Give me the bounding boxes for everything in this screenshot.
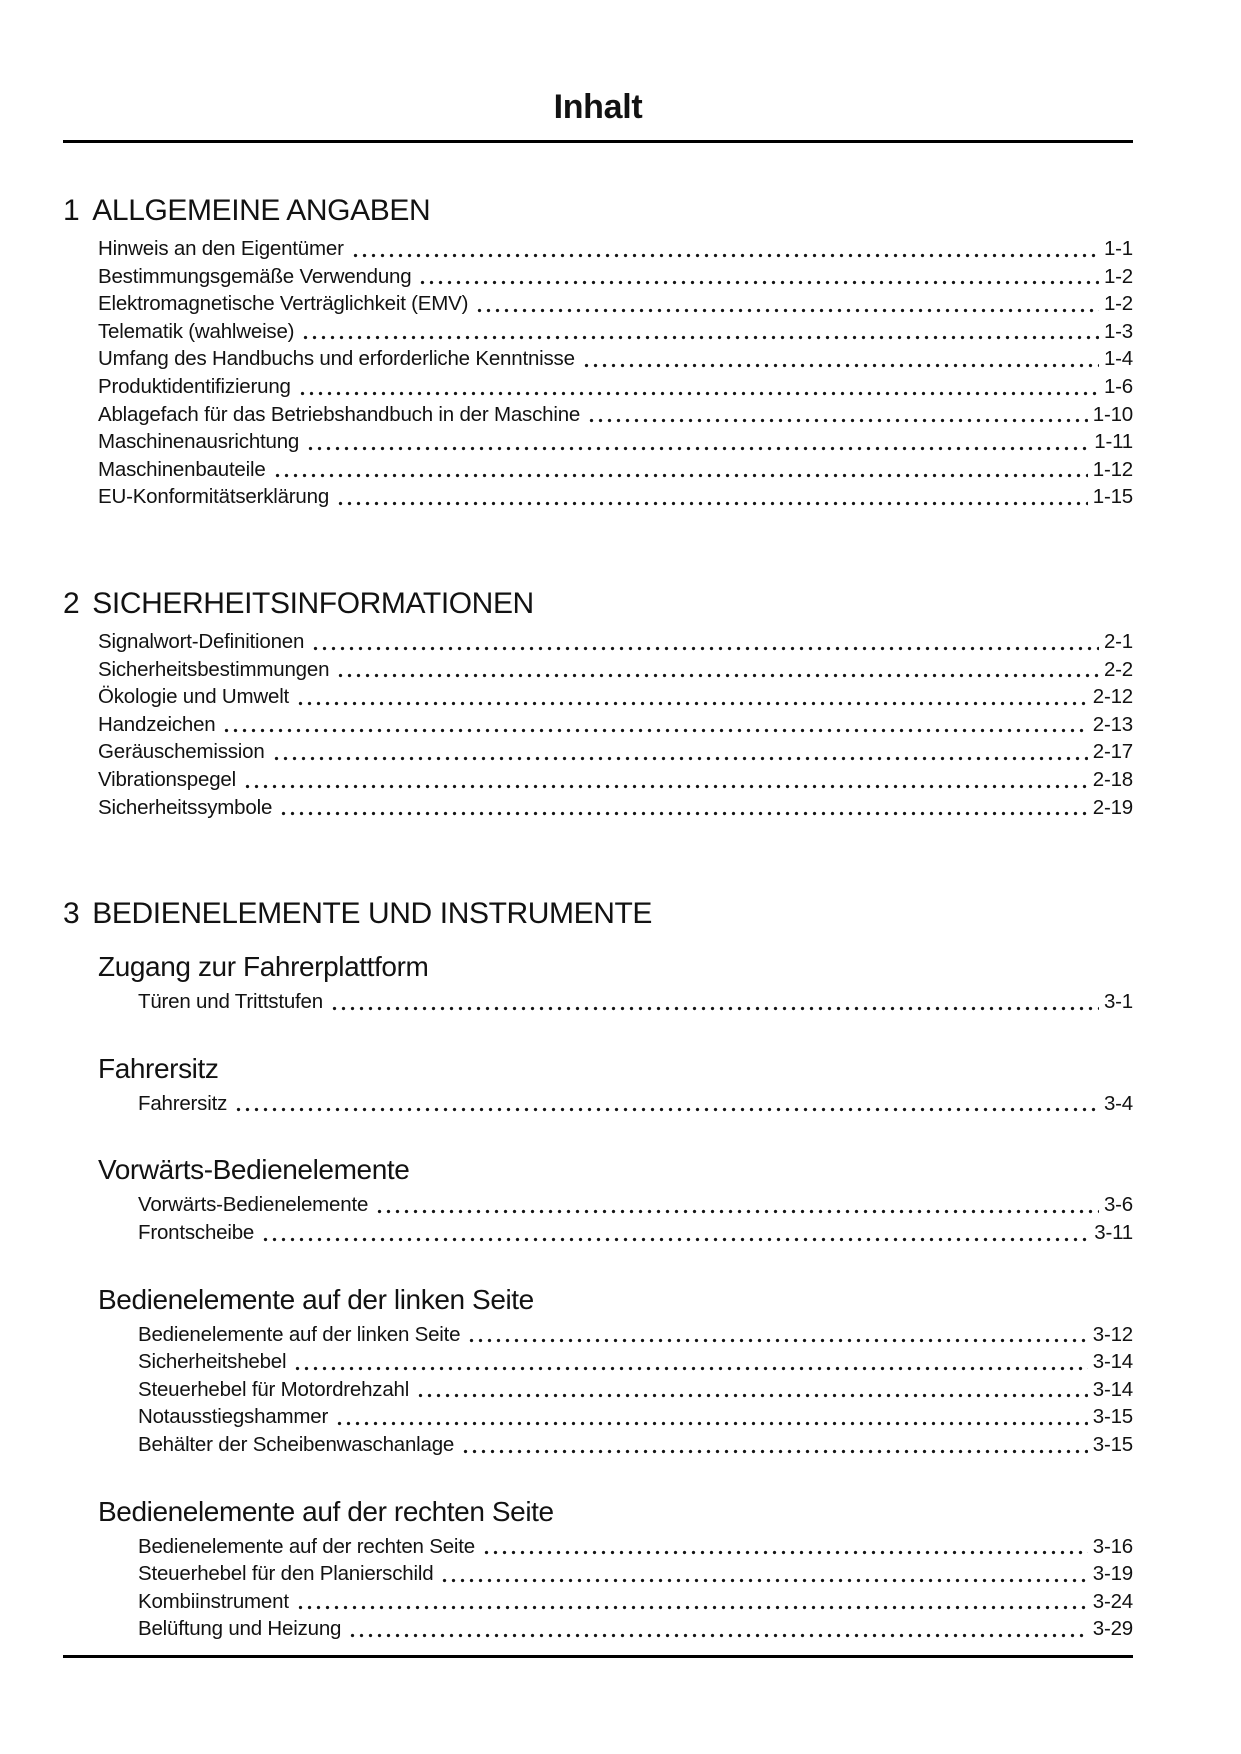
toc-entry-label: Sicherheitssymbole <box>98 795 273 819</box>
entry-list <box>98 235 1133 511</box>
toc-entry-page: 3-15 <box>1092 1405 1133 1429</box>
section-number: 1 <box>63 194 80 228</box>
subsection-heading: Zugang zur Fahrerplattform <box>98 951 429 983</box>
toc-entry <box>98 711 1133 739</box>
toc-entry-page: 1-15 <box>1092 485 1133 509</box>
dot-leader <box>587 418 1088 423</box>
toc-entry-label: Ökologie und Umwelt <box>98 685 290 709</box>
toc-entry <box>138 1560 1133 1588</box>
toc-entry-label: Steuerhebel für den Planierschild <box>138 1562 434 1586</box>
dot-leader <box>336 501 1088 506</box>
toc-entry <box>98 794 1133 822</box>
dot-leader <box>482 1550 1088 1555</box>
dot-leader <box>234 1107 1099 1112</box>
section-number: 3 <box>63 897 80 931</box>
dot-leader <box>298 391 1099 396</box>
toc-entry <box>138 988 1133 1016</box>
section-heading <box>63 586 1133 622</box>
page-title: Inhalt <box>553 88 643 126</box>
footer-divider-rule <box>63 1655 1133 1658</box>
toc-entry <box>138 1090 1133 1118</box>
toc-entry-label: Kombiinstrument <box>138 1589 289 1613</box>
toc-entry <box>98 318 1133 346</box>
toc-entry-page: 2-18 <box>1092 768 1133 791</box>
toc-entry <box>98 401 1133 429</box>
entry-list <box>138 1090 1133 1118</box>
toc-entry-page: 2-2 <box>1103 657 1133 681</box>
toc-entry <box>98 345 1133 373</box>
toc-entry <box>98 738 1133 766</box>
toc-entry-page: 1-2 <box>1103 292 1133 316</box>
subsection-heading: Fahrersitz <box>98 1052 219 1084</box>
toc-entry-label: Behälter der Scheibenwaschanlage <box>138 1432 455 1456</box>
toc-entry <box>138 1219 1133 1247</box>
toc-entry-label: Frontscheibe <box>138 1220 255 1244</box>
dot-leader <box>375 1209 1099 1214</box>
dot-leader <box>330 1006 1099 1011</box>
toc-entry-label: Vibrationspegel <box>98 768 236 791</box>
section-number: 2 <box>63 587 80 621</box>
dot-leader <box>336 673 1099 678</box>
toc-entry <box>98 235 1133 263</box>
dot-leader <box>243 784 1088 789</box>
toc-entry-label: Signalwort-Definitionen <box>98 630 305 654</box>
dot-leader <box>418 280 1099 285</box>
toc-entry-page: 3-16 <box>1092 1534 1133 1558</box>
section-title: SICHERHEITSINFORMATIONEN <box>92 587 534 621</box>
toc-entry <box>98 628 1133 656</box>
title-divider-rule <box>63 140 1133 143</box>
toc-entry-page: 2-17 <box>1092 740 1133 764</box>
toc-entry <box>138 1376 1133 1404</box>
toc-entry-label: Vorwärts-Bedienelemente <box>138 1193 369 1217</box>
toc-entry <box>98 373 1133 401</box>
section-heading <box>63 896 1133 932</box>
toc-entry <box>138 1431 1133 1459</box>
entry-list <box>138 1191 1133 1246</box>
toc-group <box>63 1283 1133 1459</box>
toc-entry-page: 1-11 <box>1094 430 1133 454</box>
toc-entry <box>138 1615 1133 1643</box>
dot-leader <box>293 1366 1087 1371</box>
toc-entry <box>98 656 1133 684</box>
dot-leader <box>306 446 1089 451</box>
toc-entry-label: Sicherheitshebel <box>138 1350 287 1374</box>
toc-entry-label: Steuerhebel für Motordrehzahl <box>138 1377 410 1401</box>
dot-leader <box>348 1633 1088 1638</box>
dot-leader <box>335 1421 1088 1426</box>
toc-entry <box>98 483 1133 511</box>
toc-entry <box>98 428 1133 456</box>
toc-entry-page: 2-1 <box>1103 630 1133 654</box>
section-title: BEDIENELEMENTE UND INSTRUMENTE <box>92 897 653 931</box>
toc-entry <box>98 290 1133 318</box>
subsection-heading: Bedienelemente auf der rechten Seite <box>98 1495 554 1527</box>
dot-leader <box>475 308 1099 313</box>
toc-group <box>63 1153 1133 1246</box>
toc-entry-label: Bedienelemente auf der rechten Seite <box>138 1534 475 1558</box>
toc-entry-label: Hinweis an den Eigentümer <box>98 237 344 261</box>
subsection-heading: Bedienelemente auf der linken Seite <box>98 1283 534 1315</box>
toc-entry-label: Notausstiegshammer <box>138 1405 329 1429</box>
entry-list <box>138 1321 1133 1459</box>
dot-leader <box>272 756 1088 761</box>
toc-entry-page: 3-14 <box>1092 1377 1133 1401</box>
toc-entry-page: 3-11 <box>1094 1220 1133 1244</box>
dot-leader <box>222 728 1087 733</box>
toc-entry-label: EU-Konformitätserklärung <box>98 485 330 509</box>
toc-entry-page: 1-1 <box>1103 237 1133 261</box>
dot-leader <box>582 363 1099 368</box>
toc-entry <box>98 766 1133 794</box>
toc-entry-page: 3-19 <box>1092 1562 1133 1586</box>
toc-section-3 <box>63 896 1133 1643</box>
toc-entry-label: Geräuschemission <box>98 740 265 764</box>
section-title: ALLGEMEINE ANGABEN <box>92 194 431 228</box>
toc-entry <box>138 1588 1133 1616</box>
toc-entry-page: 1-12 <box>1092 457 1133 481</box>
toc-entry <box>138 1403 1133 1431</box>
toc-entry <box>98 263 1133 291</box>
toc-entry-page: 1-3 <box>1103 319 1133 343</box>
toc-group <box>63 1052 1133 1118</box>
toc-entry-page: 3-4 <box>1103 1091 1133 1115</box>
dot-leader <box>261 1237 1089 1242</box>
toc-group <box>63 1495 1133 1643</box>
entry-list <box>98 628 1133 821</box>
toc-entry-label: Maschinenausrichtung <box>98 430 300 454</box>
entry-list <box>138 1533 1133 1643</box>
toc-entry-page: 2-19 <box>1092 795 1133 819</box>
toc-entry-page: 1-2 <box>1103 264 1133 288</box>
toc-entry-label: Umfang des Handbuchs und erforderliche Kenntnisse <box>98 347 575 371</box>
toc-entry-label: Handzeichen <box>98 712 216 736</box>
toc-entry-page: 3-14 <box>1092 1350 1133 1374</box>
toc-entry-page: 2-13 <box>1092 712 1133 736</box>
toc-entry <box>98 456 1133 484</box>
toc-entry <box>138 1321 1133 1349</box>
toc-entry-label: Belüftung und Heizung <box>138 1617 342 1641</box>
toc-entry-label: Elektromagnetische Verträglichkeit (EMV) <box>98 292 469 316</box>
toc-entry-label: Ablagefach für das Betriebshandbuch in der Maschine <box>98 402 581 426</box>
toc-entry-page: 3-29 <box>1092 1617 1133 1641</box>
toc-entry-page: 3-15 <box>1092 1432 1133 1456</box>
toc-entry <box>138 1348 1133 1376</box>
dot-leader <box>311 646 1099 651</box>
toc-entry-label: Maschinenbauteile <box>98 457 266 481</box>
toc-entry-page: 3-6 <box>1103 1193 1133 1217</box>
toc-entry-page: 2-12 <box>1092 685 1133 709</box>
toc-entry <box>138 1533 1133 1561</box>
toc-section-1 <box>63 193 1133 511</box>
dot-leader <box>301 335 1099 340</box>
dot-leader <box>351 253 1099 258</box>
table-of-contents <box>63 193 1133 1643</box>
dot-leader <box>279 811 1088 816</box>
toc-entry-label: Produktidentifizierung <box>98 375 291 399</box>
subsection-heading: Vorwärts-Bedienelemente <box>98 1154 410 1186</box>
section-heading <box>63 193 1133 229</box>
toc-group <box>63 950 1133 1016</box>
dot-leader <box>296 701 1088 706</box>
dot-leader <box>273 473 1088 478</box>
toc-entry-label: Sicherheitsbestimmungen <box>98 657 330 681</box>
toc-entry-page: 1-4 <box>1103 347 1133 371</box>
dot-leader <box>296 1605 1088 1610</box>
toc-entry <box>98 683 1133 711</box>
toc-entry-page: 3-24 <box>1092 1589 1133 1613</box>
toc-entry-page: 3-1 <box>1103 990 1133 1014</box>
dot-leader <box>467 1338 1087 1343</box>
dot-leader <box>416 1393 1088 1398</box>
toc-entry-page: 3-12 <box>1092 1322 1133 1346</box>
toc-entry-label: Bestimmungsgemäße Verwendung <box>98 264 412 288</box>
dot-leader <box>461 1449 1088 1454</box>
entry-list <box>138 988 1133 1016</box>
toc-entry-page: 1-10 <box>1092 402 1133 426</box>
dot-leader <box>440 1578 1087 1583</box>
toc-entry-page: 1-6 <box>1103 375 1133 399</box>
toc-section-2 <box>63 586 1133 821</box>
toc-entry-label: Telematik (wahlweise) <box>98 319 295 343</box>
toc-entry-label: Bedienelemente auf der linken Seite <box>138 1322 461 1346</box>
toc-entry-label: Fahrersitz <box>138 1091 228 1115</box>
toc-entry-label: Türen und Trittstufen <box>138 990 323 1014</box>
toc-entry <box>138 1191 1133 1219</box>
